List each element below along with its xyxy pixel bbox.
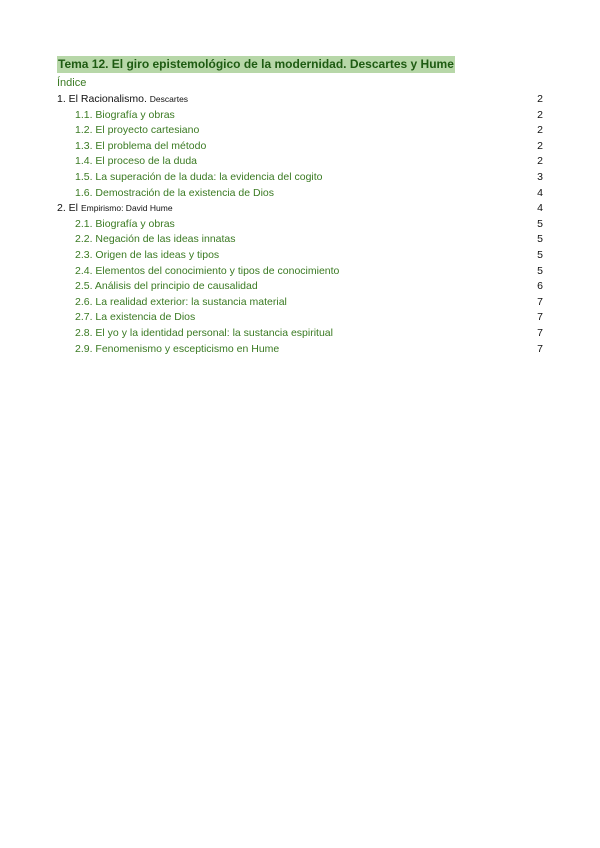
toc-page-number: 2 [537,139,543,152]
toc-page-number: 2 [537,124,543,137]
toc-item-label: 2.5. Análisis del principio de causalidad [75,280,258,293]
toc-item-1-6[interactable] [0,186,600,202]
toc-item-label: 2.9. Fenomenismo y escepticismo en Hume [75,342,280,355]
toc-item-2-3[interactable] [0,248,600,264]
toc-page-number: 5 [537,217,543,230]
toc-page-number: 4 [537,186,543,199]
toc-section-2-label-small: Empirismo: David Hume [80,203,173,214]
toc-section-2[interactable] [0,201,600,217]
toc-item-2-5[interactable] [0,279,600,295]
toc-page-number: 4 [537,202,543,215]
toc-item-label: 2.1. Biografía y obras [75,217,175,230]
toc-item-label: 1.1. Biografía y obras [75,108,175,121]
toc-page-number: 2 [537,93,543,105]
toc-page-number: 7 [537,295,543,308]
toc-page-number: 2 [537,155,543,168]
toc-page-number: 5 [537,248,543,261]
toc-item-label: 2.6. La realidad exterior: la sustancia material [75,295,287,308]
toc-item-1-4[interactable] [0,154,600,170]
document-title: Tema 12. El giro epistemológico de la modernidad. Descartes y Hume [58,57,454,71]
toc-item-2-6[interactable] [0,295,600,311]
toc-section-1-label-small: Descartes [149,94,189,104]
toc-page-number: 5 [537,233,543,246]
toc-page-number: 6 [537,280,543,293]
toc-item-label: 1.2. El proyecto cartesiano [75,124,200,137]
toc-item-1-1[interactable] [0,108,600,124]
toc-item-2-7[interactable] [0,310,600,326]
toc-item-label: 1.5. La superación de la duda: la evidencia del cogito [75,170,323,183]
toc-page-number: 5 [537,264,543,277]
toc-item-label: 1.3. El problema del método [75,139,207,152]
toc-item-label: 2.3. Origen de las ideas y tipos [75,248,220,261]
toc-item-2-1[interactable] [0,217,600,233]
toc-page-number: 2 [537,108,543,121]
toc-item-label: 2.8. El yo y la identidad personal: la sustancia espiritual [75,326,333,339]
toc-page-number: 7 [537,311,543,324]
toc-item-label: 1.6. Demostración de la existencia de Dios [75,186,275,199]
toc-item-label: 2.4. Elementos del conocimiento y tipos de conocimiento [75,264,340,277]
toc-item-label: 1.4. El proceso de la duda [75,155,198,168]
toc-item-2-4[interactable] [0,264,600,280]
toc-item-2-9[interactable] [0,342,600,358]
toc-section-1-label-main: 1. El Racionalismo. [57,93,150,105]
toc-item-1-3[interactable] [0,139,600,155]
toc-item-label: 2.7. La existencia de Dios [75,311,196,324]
toc-section-2-label-main: 2. El [57,202,81,215]
table-of-contents [0,92,600,357]
toc-item-2-2[interactable] [0,232,600,248]
toc-section-1[interactable] [0,92,600,108]
toc-item-label: 2.2. Negación de las ideas innatas [75,233,236,246]
toc-item-2-8[interactable] [0,326,600,342]
toc-page-number: 7 [537,326,543,339]
toc-item-1-5[interactable] [0,170,600,186]
toc-section-1-label [57,92,188,108]
toc-section-2-label [57,201,173,217]
toc-page-number: 7 [537,342,543,355]
toc-page-number: 3 [537,170,543,183]
index-heading: Índice [57,77,87,89]
toc-item-1-2[interactable] [0,123,600,139]
